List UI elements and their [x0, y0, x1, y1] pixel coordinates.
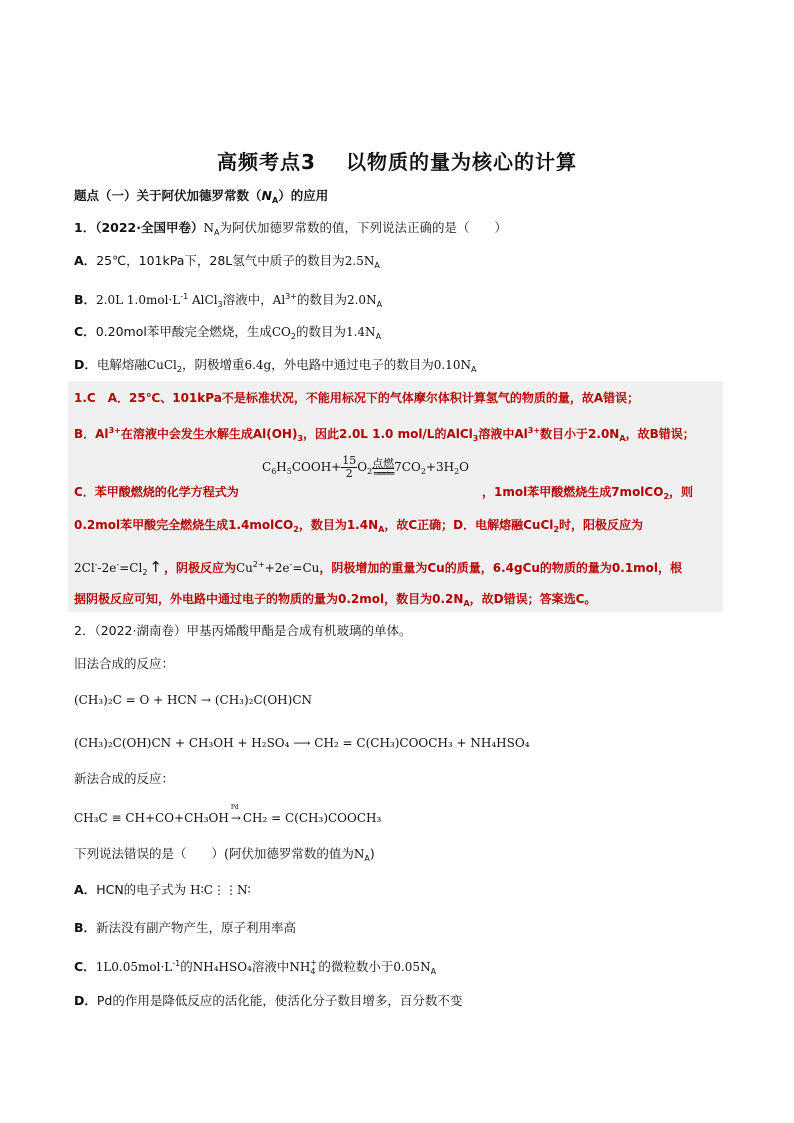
q1-stem: 1．（2022·全国甲卷）$N_A$为阿伏加德罗常数的值，下列说法正确的是（ ）	[74, 220, 507, 237]
q2-stem: 2．（2022·湖南卷）甲基丙烯酸甲酯是合成有机玻璃的单体。	[74, 623, 412, 638]
page-title	[0, 146, 794, 175]
title-sub: 以物质的量为核心的计算	[345, 150, 577, 174]
reaction-condition: 点燃 ════	[372, 456, 395, 480]
catalyst-arrow: Pd →	[230, 804, 241, 825]
q2-new-label: 新法合成的反应：	[74, 771, 175, 786]
answer-line-5: $2Cl^--2e^-=Cl_2$ ↑ ，阴极反应为$Cu^{2+}+2e^-=Cu$，阴极增加的重量为Cu的质量，6.4gCu的物质的量为0.1mol，根	[74, 558, 683, 577]
answer-line-3a: C．苯甲酸燃烧的化学方程式为	[74, 485, 239, 499]
section-heading: 题点（一）关于阿伏加德罗常数$(N_A)$的应用	[74, 188, 329, 205]
q1-option-a: A．25℃，101kPa下，28L氢气中质子的数目为$2.5N_A$	[74, 253, 380, 270]
q2-old-equation-1: (CH₃)₂C = O + HCN → (CH₃)₂C(OH)CN	[74, 693, 313, 707]
q2-option-d: D．Pd的作用是降低反应的活化能，使活化分子数目增多，百分数不变	[74, 993, 463, 1008]
q1-option-b: B．2.0L $1.0mol\cdot L^{-1}$ AlCl$_3$溶液中，$Al^{3+}$的数目为$2.0N_A$	[74, 292, 383, 309]
q2-option-a: A．HCN的电子式为 H∶C⋮⋮N∶	[74, 882, 251, 897]
answer-line-4: 0.2mol苯甲酸完全燃烧生成1.4molCO$_2$，数目为$1.4N_A$，故C正确；D．电解熔融CuCl$_2$时，阳极反应为	[74, 518, 643, 534]
answer-line-1: 1.C A．25℃、101kPa不是标准状况，不能用标况下的气体摩尔体积计算氢气的物质的量，故A错误；	[74, 391, 640, 405]
q2-new-equation: CH₃C ≡ CH+CO+CH₃OH Pd → CH₂ = C(CH₃)COOCH₃	[74, 804, 382, 825]
q2-option-c: C．$1L0.05mol\cdot L^{-1}$的NH₄HSO₄溶液中NH + 4 的微粒数小于$0.05N_A$	[74, 958, 437, 976]
answer-line-3b: ，1mol苯甲酸燃烧生成7molCO$_2$，则	[482, 485, 694, 501]
q2-ask: 下列说法错误的是（ ）(阿伏加德罗常数的值为$N_A$)	[74, 846, 375, 863]
q1-option-d: D．电解熔融CuCl$_2$，阴极增重6.4g，外电路中通过电子的数目为$0.10N_A$	[74, 357, 477, 374]
q2-option-b: B．新法没有副产物产生，原子利用率高	[74, 920, 297, 935]
q2-old-label: 旧法合成的反应：	[74, 656, 175, 671]
fraction: $\frac{15}{2}$	[342, 454, 357, 480]
q1-option-c: C．0.20mol苯甲酸完全燃烧，生成$CO_2$的数目为$1.4N_A$	[74, 324, 382, 341]
title-main: 高频考点3	[217, 150, 316, 174]
q2-old-equation-2: (CH₃)₂C(OH)CN + CH₃OH + H₂SO₄ ⟶ CH₂ = C(CH₃)COOCH₃ + NH₄HSO₄	[74, 736, 530, 750]
answer-line-6: 据阴极反应可知，外电路中通过电子的物质的量为0.2mol，数目为$0.2N_A$，故D错误；答案选C。	[74, 592, 597, 608]
answer-line-2: B．$Al^{3+}$在溶液中会发生水解生成$Al(OH)_3$，因此2.0L 1.0 mol/L的AlCl$_3$溶液中$Al^{3+}$数目小于$2.0N_A$，故B错误；	[74, 426, 695, 443]
combustion-equation: $C_6H_5COOH+$ $\frac{15}{2}$ $O_2$ 点燃 ════ $7CO_2+3H_2O$	[262, 454, 470, 480]
